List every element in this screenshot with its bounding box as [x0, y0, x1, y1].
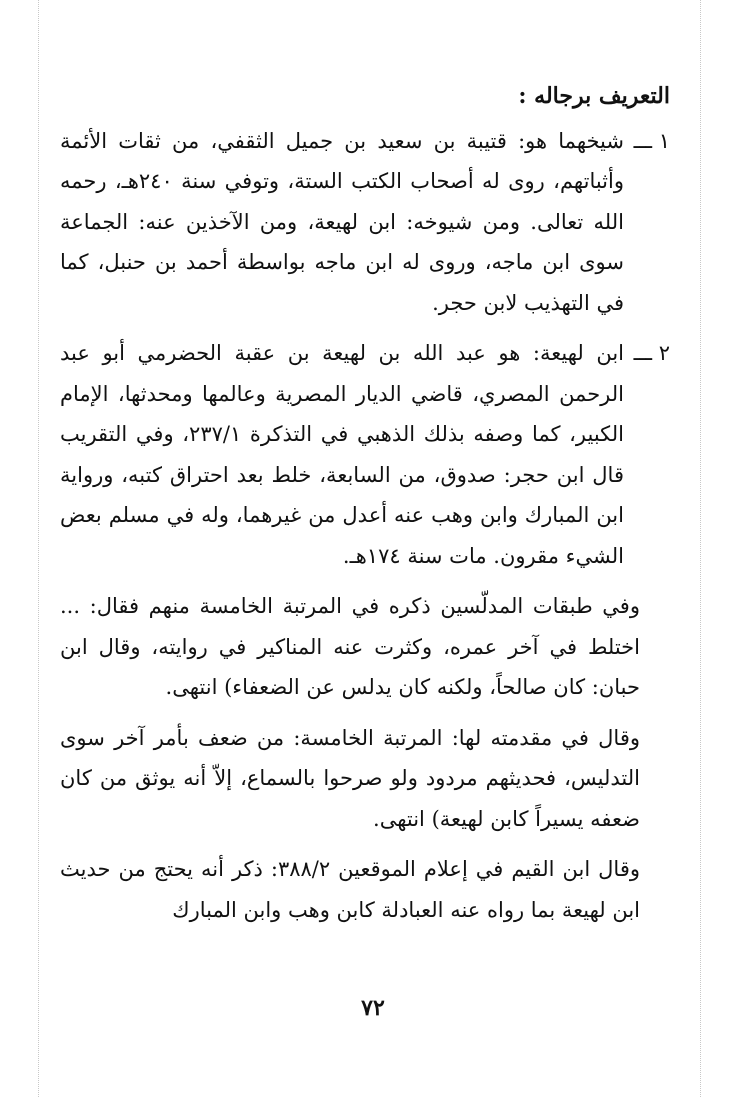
left-margin-guide [38, 0, 39, 1097]
right-margin-guide [700, 0, 701, 1097]
entry-text: شيخهما هو: قتيبة بن سعيد بن جميل الثقفي، من ثقات الأئمة وأثباتهم، روى له أصحاب الكتب الستة، وتوفي سنة ٢٤٠هـ، رحمه الله تعالى. ومن شيوخه: ابن لهيعة، ومن الآخذين عنه: الجماعة سوى ابن ماجه، وروى له ابن ماجه بواسطة أحمد بن حنبل، كما في التهذيب لابن حجر. [60, 128, 625, 315]
paragraph-muqaddima: وقال في مقدمته لها: المرتبة الخامسة: من ضعف بأمر آخر سوى التدليس، فحديثهم مردود ولو صرحوا بالسماع، إلاّ أنه يوثق من كان ضعفه يسيراً كابن لهيعة) انتهى. [60, 725, 640, 831]
entry-text: ابن لهيعة: هو عبد الله بن لهيعة بن عقبة الحضرمي أبو عبد الرحمن المصري، قاضي الديار المصرية وعالمها ومحدثها، الإمام الكبير، كما وصفه بذلك الذهبي في التذكرة ٢٣٧/١، وفي التقريب قال ابن حجر: صدوق، من السابعة، خلط بعد احتراق كتبه، ورواية ابن المبارك وابن وهب عنه أعدل من غيرهما، وله في مسلم بعض الشيء مقرون. مات سنة ١٧٤هـ. [60, 341, 625, 568]
page-body [60, 76, 670, 940]
numbered-entry-1 [60, 121, 670, 324]
entry-number: ١ ـــ [633, 128, 670, 153]
paragraph-ibn-alqayyim: وقال ابن القيم في إعلام الموقعين ٣٨٨/٢: ذكر أنه يحتج من حديث ابن لهيعة بما رواه عنه العبادلة كابن وهب وابن المبارك [60, 857, 641, 922]
numbered-entry-2 [60, 333, 670, 576]
page-number: ٧٢ [361, 995, 385, 1021]
paragraph-tabaqat: وفي طبقات المدلّسين ذكره في المرتبة الخامسة منهم فقال: ... اختلط في آخر عمره، وكثرت عنه المناكير في روايته، وقال ابن حبان: كان صالحاً، ولكنه كان يدلس عن الضعفاء) انتهى. [60, 594, 641, 699]
section-heading: التعريف برجاله : [518, 83, 670, 109]
entry-number: ٢ ـــ [633, 341, 670, 365]
